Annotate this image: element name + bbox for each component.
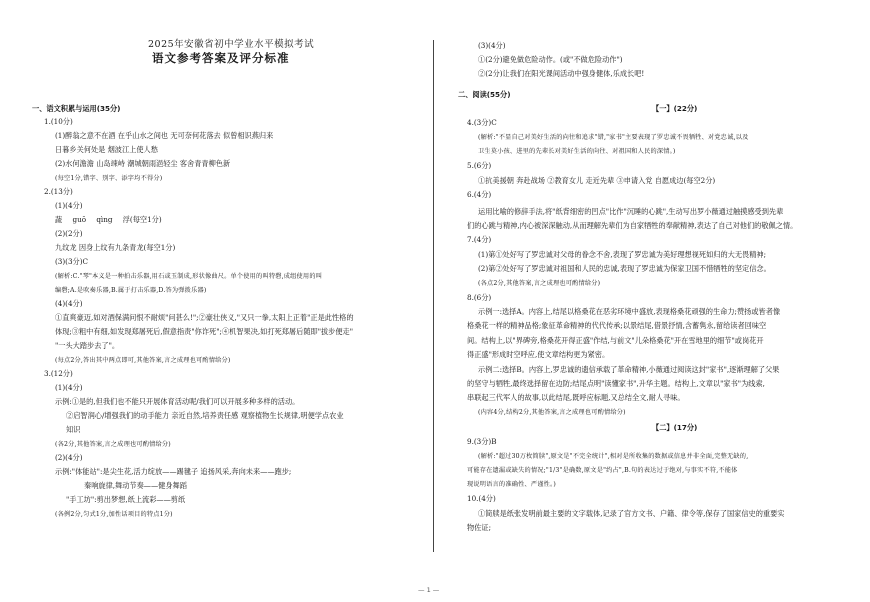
column-divider: [433, 40, 434, 552]
answer-line: 九纹龙 因身上纹有九条青龙(每空1分): [55, 243, 176, 252]
answer-line: 6.(4分): [467, 190, 492, 199]
answer-line: (4)(4分): [55, 299, 83, 308]
right-column: [440, 0, 870, 602]
answer-line: "一头大踏步去了"。: [55, 341, 120, 350]
answer-line: 物佐证;: [467, 523, 491, 532]
answer-line: ②(2分)让我们在阳光课间活动中强身健体,乐成长吧!: [478, 69, 645, 78]
answer-line: (1)第①处好写了罗忠诚对父母的眷念不舍,表现了罗忠诚为美好理想视死如归的大无畏精神;: [478, 250, 767, 259]
answer-key-title: 语文参考答案及评分标准: [152, 51, 290, 65]
section-heading: 一、语文积累与运用(35分): [32, 104, 121, 113]
answer-line: 示例一:选择A。内容上,结尾以格桑花在恶劣环境中盛放,表现格桑花顽强的生命力;赞扬或皆者像: [478, 307, 781, 316]
answer-line: ②启智润心/增强我们的动手能力 亲近自然,培养责任感 观察植物生长规律,明便学点农业: [66, 411, 344, 420]
answer-line: (3)(3分)C: [55, 257, 89, 266]
scoring-note: (每空1分,错字、别字、添字均不得分): [55, 175, 163, 182]
part-heading: 【一】(22分): [652, 104, 698, 113]
part-heading: 【二】(17分): [652, 423, 698, 432]
answer-line: 8.(6分): [467, 293, 492, 302]
exam-title: 2025年安徽省初中学业水平模拟考试: [148, 39, 315, 50]
explanation-line: (解析:"超过30万枚简牍",原文是"不完全统计",相对是所收集的数据或信息并非全面,完整无缺的,: [478, 453, 749, 460]
answer-line: 得正盛"形成时空呼应,使文章结构更为紧密。: [467, 350, 610, 359]
answer-line: 1.(10分): [44, 117, 73, 126]
answer-line: 示例二:选择B。内容上,罗忠诚的遗信承载了革命精神,小薇通过阅读这封"家书",逐渐理解了父果: [478, 365, 780, 374]
answer-line: (3)(4分): [478, 41, 506, 50]
left-column: [0, 0, 432, 602]
answer-line: (2)水何澹澹 山岛竦峙 潮城朝雨浥轻尘 客舍青青柳色新: [55, 159, 231, 168]
answer-line: (2)第②处好写了罗忠诚对祖国和人民的忠诚,表现了罗忠诚为保家卫国不惜牺牲的坚定信念。: [478, 264, 771, 273]
answer-line: ①简牍是纸张发明前最主要的文字载体,记录了官方文书、户籍、律令等,保存了国家信史的重要实: [478, 509, 785, 518]
answer-line: 运用比喻的修辞手法,将"纸背细密的凹点"比作"沉睡的心跳",生动写出罗小薇通过触摸感受到先辈: [478, 207, 784, 216]
answer-line: ①(2分)避免做危险动作。(或"不做危险动作"): [478, 55, 623, 64]
explanation-line: 卫生莫小孩、进里的先辈长对美好生活的向往、对祖国和人民的深情。): [478, 148, 676, 155]
answer-line: 日暮乡关何处是 烟波江上使人愁: [55, 145, 158, 154]
scoring-note: (内容4分,结构2分,其他答案,言之成理也可酌情给分): [478, 409, 626, 416]
answer-line: 蔬 guō qìng 浮(每空1分): [55, 215, 162, 224]
answer-line: 间。结构上,以"界碑旁,格桑花开得正盛"作结,与前文"儿朵格桑花"开在雪地里的细节"或岗花开: [467, 336, 764, 345]
page-number: — 1 —: [418, 586, 440, 594]
answer-line: (1)(4分): [55, 201, 83, 210]
scoring-note: (各例2分,匀式1分,加性话项目的特点1分): [55, 511, 173, 518]
answer-line: 知识: [66, 425, 81, 434]
answer-line: 3.(12分): [44, 369, 73, 378]
answer-line: (1)(4分): [55, 383, 83, 392]
section-heading: 二、阅读(55分): [458, 90, 511, 99]
answer-line: 2.(13分): [44, 187, 73, 196]
answer-line: 10.(4分): [467, 494, 496, 503]
answer-line: 格桑花一样的精神品格;象征革命精神的代代传承;以景结尾,借景抒情,含蓄隽永,留给读者回味空: [467, 321, 767, 330]
answer-line: (2)(4分): [55, 453, 83, 462]
answer-line: 9.(3分)B: [467, 437, 497, 446]
explanation-line: (解析:"不显自己对美好生活的向往和追求"错,"家书"主要表现了罗忠诚不畏牺牲、对党忠诚,以及: [478, 134, 749, 141]
answer-line: 体现;③粗中有细,如发现郑屠死后,假意指责"你诈死";④机智果决,如打死郑屠后随即"拔步便走": [55, 327, 354, 336]
scoring-note: (各点2分,其他答案,言之成理也可酌情给分): [478, 280, 601, 287]
explanation-line: 可能存在遗漏或缺失的情况;"1/3"是确数,原文是"约占",B.句的表达过于绝对,与事实不符,不能体: [467, 467, 738, 474]
answer-line: 的坚守与牺牲,最终选择留在边防;结尾点明"读懂家书",升华主题。结构上,文章以"家书"为线索,: [467, 379, 765, 388]
answer-line: 示例:"体能站":是尖生花,活力绽放——踢毽子 追扬风采,奔向未来——跑步;: [55, 467, 292, 476]
scoring-note: (各2分,其他答案,言之成理也可酌情给分): [55, 441, 171, 448]
answer-line: "手工坊":剪出梦想,纸上流彩——剪纸: [66, 495, 186, 504]
explanation-line: (解析:C."琴"本义是一种拍击乐器,用石或玉制成,形状像曲尺。单个使用的叫特磬,成组使用的叫: [55, 273, 323, 280]
answer-line: ①直爽豪迈,如对酒保满问恨不耐烦"问甚么!";②豪壮侠义,"又只一拳,太阳上正着"正是此性格的: [55, 313, 354, 322]
answer-line: 们的心跳与精神,内心被深深触动,从而理解先辈们为自家牺牲的奉献精神,表达了自己对他们的敬佩之情。: [467, 221, 798, 230]
answer-line: (2)(2分): [55, 229, 83, 238]
answer-line: (1)醉翁之意不在酒 在乎山水之间也 无可奈何花落去 似曾相识燕归来: [55, 131, 274, 140]
explanation-line: 现说明语言的准确性、严谨性。): [467, 481, 556, 488]
answer-line: 5.(6分): [467, 161, 492, 170]
answer-line: 7.(4分): [467, 235, 492, 244]
answer-line: 示例:①是的,但我们也不能只开展体育活动呢/我们可以开展多种多样的活动。: [55, 397, 300, 406]
answer-line: 4.(3分)C: [467, 118, 497, 127]
answer-line: ①抗美援朝 奔赴战场 ②教育女儿 走近先辈 ③申请入党 自愿成边(每空2分): [478, 176, 716, 185]
answer-line: 秦响旋律,舞动节奏——健身舞蹈: [84, 481, 187, 490]
scoring-note: (每点2分,答出其中两点即可,其他答案,言之成理也可酌情给分): [55, 357, 231, 364]
explanation-line: 编磬;A.是吹奏乐器,B.属于打击乐器,D.答为弹拨乐器): [55, 287, 207, 294]
answer-line: 串联起三代军人的故事,以此结尾,既呼应标题,又总结全文,耐人寻味。: [467, 393, 685, 402]
